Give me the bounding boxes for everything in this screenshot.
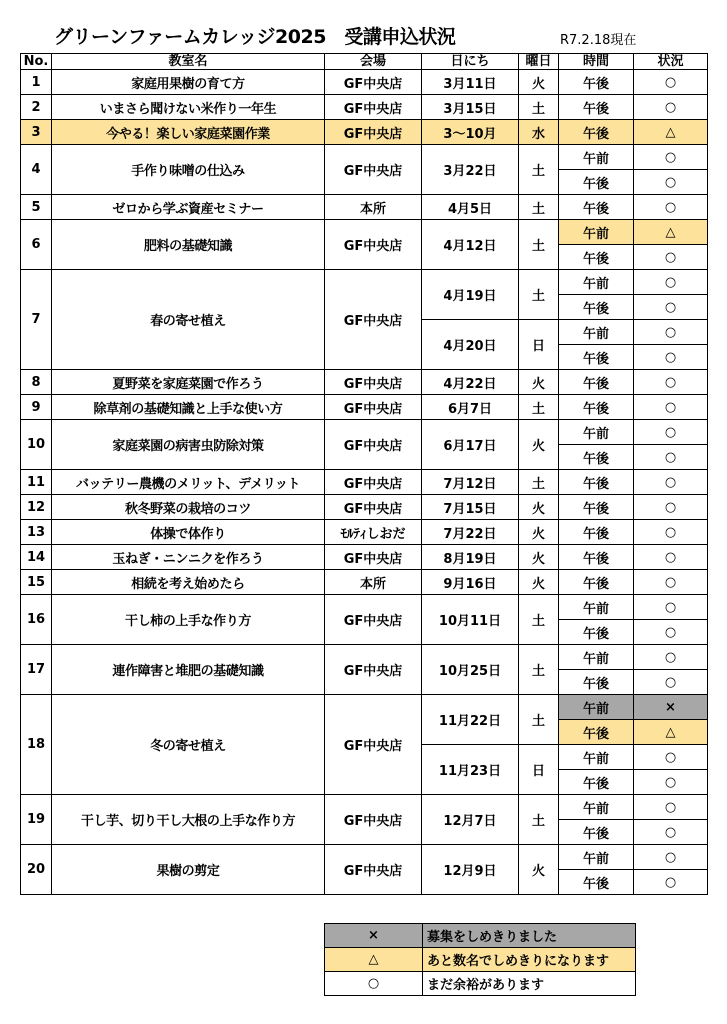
page-title: グリーンファームカレッジ2025 受講申込状況 <box>54 26 456 48</box>
course-venue: GF中央店 <box>325 470 422 495</box>
course-status-table <box>20 53 708 895</box>
course-time: 午後 <box>559 195 634 220</box>
course-number: 17 <box>21 645 52 695</box>
table-row <box>21 95 708 120</box>
course-date: 11月23日 <box>422 745 519 795</box>
course-number: 10 <box>21 420 52 470</box>
course-status: × <box>634 695 708 720</box>
course-status: ○ <box>634 295 708 320</box>
course-date: 3月15日 <box>422 95 519 120</box>
course-status: ○ <box>634 70 708 95</box>
course-time: 午後 <box>559 95 634 120</box>
course-name: 干し芋、切り干し大根の上手な作り方 <box>52 795 325 845</box>
course-date: 4月5日 <box>422 195 519 220</box>
course-venue: GF中央店 <box>325 395 422 420</box>
course-date: 8月19日 <box>422 545 519 570</box>
table-row <box>21 420 708 445</box>
course-venue: GF中央店 <box>325 120 422 145</box>
course-number: 11 <box>21 470 52 495</box>
course-status: ○ <box>634 345 708 370</box>
table-body <box>21 70 708 895</box>
course-name: 玉ねぎ・ニンニクを作ろう <box>52 545 325 570</box>
course-time: 午後 <box>559 820 634 845</box>
course-venue: GF中央店 <box>325 420 422 470</box>
course-time: 午後 <box>559 120 634 145</box>
header-no: No. <box>21 54 52 70</box>
course-time: 午後 <box>559 395 634 420</box>
course-weekday: 土 <box>519 395 559 420</box>
course-time: 午後 <box>559 345 634 370</box>
course-status: △ <box>634 220 708 245</box>
course-time: 午後 <box>559 295 634 320</box>
course-date: 12月9日 <box>422 845 519 895</box>
table-row <box>21 795 708 820</box>
course-time: 午後 <box>559 370 634 395</box>
header-venue: 会場 <box>325 54 422 70</box>
course-number: 14 <box>21 545 52 570</box>
table-row <box>21 595 708 620</box>
course-date: 7月12日 <box>422 470 519 495</box>
course-date: 4月12日 <box>422 220 519 270</box>
course-weekday: 土 <box>519 270 559 320</box>
course-status: ○ <box>634 420 708 445</box>
course-date: 6月7日 <box>422 395 519 420</box>
course-name: バッテリー農機のメリット、デメリット <box>52 470 325 495</box>
course-number: 3 <box>21 120 52 145</box>
course-venue: GF中央店 <box>325 270 422 370</box>
course-status: ○ <box>634 445 708 470</box>
course-time: 午後 <box>559 570 634 595</box>
course-weekday: 火 <box>519 495 559 520</box>
course-date: 12月7日 <box>422 795 519 845</box>
course-time: 午前 <box>559 320 634 345</box>
course-status: ○ <box>634 745 708 770</box>
legend-text: まだ余裕があります <box>423 972 636 996</box>
course-status: ○ <box>634 770 708 795</box>
course-time: 午後 <box>559 620 634 645</box>
course-time: 午前 <box>559 270 634 295</box>
course-time: 午前 <box>559 420 634 445</box>
course-number: 20 <box>21 845 52 895</box>
course-status: ○ <box>634 570 708 595</box>
course-venue: GF中央店 <box>325 845 422 895</box>
course-status: ○ <box>634 395 708 420</box>
course-name: 冬の寄せ植え <box>52 695 325 795</box>
course-status: ○ <box>634 520 708 545</box>
course-date: 4月22日 <box>422 370 519 395</box>
course-venue: GF中央店 <box>325 545 422 570</box>
course-date: 11月22日 <box>422 695 519 745</box>
course-number: 4 <box>21 145 52 195</box>
course-weekday: 火 <box>519 70 559 95</box>
course-number: 2 <box>21 95 52 120</box>
course-name: 相続を考え始めたら <box>52 570 325 595</box>
course-status: ○ <box>634 620 708 645</box>
course-name: 果樹の剪定 <box>52 845 325 895</box>
course-venue: GF中央店 <box>325 70 422 95</box>
course-date: 3月11日 <box>422 70 519 95</box>
course-name: 連作障害と堆肥の基礎知識 <box>52 645 325 695</box>
table-row <box>21 470 708 495</box>
course-number: 6 <box>21 220 52 270</box>
table-row <box>21 270 708 295</box>
course-status: ○ <box>634 145 708 170</box>
course-status: ○ <box>634 95 708 120</box>
course-name: 除草剤の基礎知識と上手な使い方 <box>52 395 325 420</box>
course-date: 7月22日 <box>422 520 519 545</box>
course-status: ○ <box>634 170 708 195</box>
header-weekday: 曜日 <box>519 54 559 70</box>
course-name: いまさら聞けない米作り一年生 <box>52 95 325 120</box>
course-venue: GF中央店 <box>325 95 422 120</box>
course-status: ○ <box>634 870 708 895</box>
course-weekday: 火 <box>519 520 559 545</box>
table-row <box>21 695 708 720</box>
legend-row <box>325 924 636 948</box>
course-number: 19 <box>21 795 52 845</box>
course-time: 午後 <box>559 470 634 495</box>
course-weekday: 土 <box>519 145 559 195</box>
course-date: 4月19日 <box>422 270 519 320</box>
as-of-date: R7.2.18現在 <box>560 33 637 48</box>
course-name: 夏野菜を家庭菜園で作ろう <box>52 370 325 395</box>
course-status: ○ <box>634 370 708 395</box>
table-row <box>21 395 708 420</box>
course-weekday: 土 <box>519 695 559 745</box>
header-status: 状況 <box>634 54 708 70</box>
course-time: 午後 <box>559 670 634 695</box>
legend-symbol: ○ <box>325 972 423 996</box>
table-row <box>21 70 708 95</box>
course-number: 13 <box>21 520 52 545</box>
course-time: 午後 <box>559 170 634 195</box>
course-name: ゼロから学ぶ資産セミナー <box>52 195 325 220</box>
course-time: 午後 <box>559 545 634 570</box>
course-status: ○ <box>634 245 708 270</box>
course-name: 今やる！楽しい家庭菜園作業 <box>52 120 325 145</box>
course-time: 午前 <box>559 595 634 620</box>
course-weekday: 火 <box>519 845 559 895</box>
course-weekday: 水 <box>519 120 559 145</box>
course-time: 午前 <box>559 845 634 870</box>
course-time: 午前 <box>559 745 634 770</box>
course-status: ○ <box>634 470 708 495</box>
course-weekday: 土 <box>519 220 559 270</box>
course-number: 15 <box>21 570 52 595</box>
course-time: 午後 <box>559 70 634 95</box>
course-weekday: 土 <box>519 470 559 495</box>
course-weekday: 土 <box>519 795 559 845</box>
course-status: ○ <box>634 820 708 845</box>
course-name: 秋冬野菜の栽培のコツ <box>52 495 325 520</box>
header-name: 教室名 <box>52 54 325 70</box>
course-time: 午前 <box>559 145 634 170</box>
course-name: 肥料の基礎知識 <box>52 220 325 270</box>
course-weekday: 土 <box>519 195 559 220</box>
course-weekday: 火 <box>519 570 559 595</box>
table-row <box>21 545 708 570</box>
course-weekday: 火 <box>519 545 559 570</box>
course-status: △ <box>634 120 708 145</box>
legend-row <box>325 972 636 996</box>
course-time: 午前 <box>559 220 634 245</box>
course-venue: GF中央店 <box>325 595 422 645</box>
course-number: 16 <box>21 595 52 645</box>
course-number: 7 <box>21 270 52 370</box>
header-time: 時間 <box>559 54 634 70</box>
table-row <box>21 220 708 245</box>
course-name: 家庭菜園の病害虫防除対策 <box>52 420 325 470</box>
course-venue: 本所 <box>325 195 422 220</box>
course-name: 体操で体作り <box>52 520 325 545</box>
course-weekday: 日 <box>519 745 559 795</box>
course-date: 10月11日 <box>422 595 519 645</box>
course-number: 1 <box>21 70 52 95</box>
course-time: 午後 <box>559 720 634 745</box>
course-name: 手作り味噌の仕込み <box>52 145 325 195</box>
course-number: 12 <box>21 495 52 520</box>
course-weekday: 日 <box>519 320 559 370</box>
course-time: 午後 <box>559 520 634 545</box>
course-weekday: 火 <box>519 370 559 395</box>
course-venue: GF中央店 <box>325 495 422 520</box>
course-status: ○ <box>634 270 708 295</box>
table-row <box>21 195 708 220</box>
table-row <box>21 370 708 395</box>
legend-symbol: △ <box>325 948 423 972</box>
course-date: 9月16日 <box>422 570 519 595</box>
legend-text: あと数名でしめきりになります <box>423 948 636 972</box>
course-venue: GF中央店 <box>325 795 422 845</box>
table-row <box>21 570 708 595</box>
course-weekday: 火 <box>519 420 559 470</box>
course-name: 家庭用果樹の育て方 <box>52 70 325 95</box>
course-status: ○ <box>634 645 708 670</box>
course-time: 午後 <box>559 770 634 795</box>
course-date: 6月17日 <box>422 420 519 470</box>
course-name: 春の寄せ植え <box>52 270 325 370</box>
course-time: 午前 <box>559 795 634 820</box>
course-date: 10月25日 <box>422 645 519 695</box>
course-status: ○ <box>634 495 708 520</box>
course-weekday: 土 <box>519 595 559 645</box>
course-time: 午前 <box>559 695 634 720</box>
course-number: 18 <box>21 695 52 795</box>
legend-symbol: × <box>325 924 423 948</box>
course-venue: GF中央店 <box>325 145 422 195</box>
legend-row <box>325 948 636 972</box>
table-row <box>21 145 708 170</box>
course-status: ○ <box>634 670 708 695</box>
course-venue: GF中央店 <box>325 695 422 795</box>
course-number: 8 <box>21 370 52 395</box>
course-weekday: 土 <box>519 95 559 120</box>
course-number: 9 <box>21 395 52 420</box>
course-time: 午後 <box>559 495 634 520</box>
course-time: 午後 <box>559 870 634 895</box>
course-status: ○ <box>634 845 708 870</box>
course-date: 3月22日 <box>422 145 519 195</box>
course-venue: 本所 <box>325 570 422 595</box>
course-venue: GF中央店 <box>325 645 422 695</box>
course-date: 3～10月 <box>422 120 519 145</box>
table-row <box>21 520 708 545</box>
status-legend <box>324 923 636 996</box>
course-venue: ﾓﾙﾃｨしおだ <box>325 520 422 545</box>
course-date: 4月20日 <box>422 320 519 370</box>
course-venue: GF中央店 <box>325 370 422 395</box>
course-time: 午後 <box>559 245 634 270</box>
course-status: ○ <box>634 595 708 620</box>
course-number: 5 <box>21 195 52 220</box>
course-status: ○ <box>634 320 708 345</box>
table-row <box>21 120 708 145</box>
course-name: 干し柿の上手な作り方 <box>52 595 325 645</box>
header-date: 日にち <box>422 54 519 70</box>
legend-text: 募集をしめきりました <box>423 924 636 948</box>
table-row <box>21 845 708 870</box>
course-time: 午前 <box>559 645 634 670</box>
course-status: ○ <box>634 195 708 220</box>
table-row <box>21 495 708 520</box>
course-venue: GF中央店 <box>325 220 422 270</box>
course-status: ○ <box>634 545 708 570</box>
course-date: 7月15日 <box>422 495 519 520</box>
course-status: ○ <box>634 795 708 820</box>
course-weekday: 土 <box>519 645 559 695</box>
course-time: 午後 <box>559 445 634 470</box>
table-header-row <box>21 54 708 70</box>
table-row <box>21 645 708 670</box>
course-status: △ <box>634 720 708 745</box>
